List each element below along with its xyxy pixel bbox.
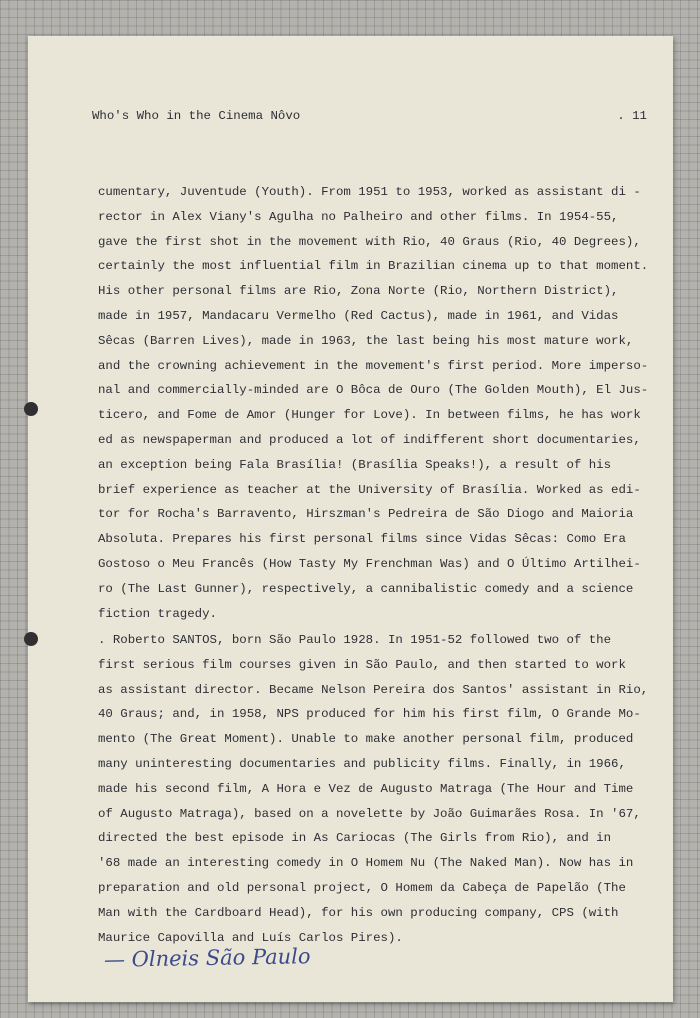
text-line: as assistant director. Became Nelson Pereira dos Santos' assistant in Rio,	[98, 682, 649, 697]
punch-hole	[24, 402, 38, 416]
text-line: preparation and old personal project, O Homem da Cabeça de Papelão (The	[98, 881, 626, 895]
text-line: rector in Alex Viany's Agulha no Palheiro and other films. In 1954-55,	[98, 209, 619, 224]
text-line: ticero, and Fome de Amor (Hunger for Love). In between films, he has work	[98, 408, 641, 423]
page-header	[92, 109, 647, 129]
text-line: tor for Rocha's Barravento, Hirszman's Pedreira de São Diogo and Maioria	[98, 507, 634, 522]
text-line: Absoluta. Prepares his first personal films since Vidas Sêcas: Como Era	[98, 532, 626, 547]
page-number: . 11	[617, 109, 647, 123]
text-line: 40 Graus; and, in 1958, NPS produced for him his first film, O Grande Mo-	[98, 707, 641, 722]
text-line: ed as newspaperman and produced a lot of indifferent short documentaries,	[98, 433, 641, 447]
text-line: first serious film courses given in São Paulo, and then started to work	[98, 657, 626, 672]
text-line: '68 made an interesting comedy in O Homem Nu (The Naked Man). Now has in	[98, 856, 634, 871]
text-line: . Roberto SANTOS, born São Paulo 1928. In 1951-52 followed two of the	[98, 633, 612, 647]
text-line: gave the first shot in the movement with Rio, 40 Graus (Rio, 40 Degrees),	[98, 234, 641, 249]
text-line: certainly the most influential film in Brazilian cinema up to that moment.	[98, 259, 649, 274]
text-line: made in 1957, Mandacaru Vermelho (Red Cactus), made in 1961, and Vidas	[98, 309, 619, 323]
text-line: fiction tragedy.	[98, 606, 217, 621]
text-line: mento (The Great Moment). Unable to make another personal film, produced	[98, 732, 634, 747]
text-line: Sêcas (Barren Lives), made in 1963, the last being his most mature work,	[98, 333, 634, 348]
text-line: brief experience as teacher at the University of Brasília. Worked as edi-	[98, 482, 641, 497]
text-line: cumentary, Juventude (Youth). From 1951 to 1953, worked as assistant di -	[98, 185, 641, 199]
handwritten-annotation: — Olneis São Paulo	[103, 944, 311, 972]
text-line: of Augusto Matraga), based on a novelette by João Guimarães Rosa. In '67,	[98, 806, 641, 821]
text-line: and the crowning achievement in the movement's first period. More imperso-	[98, 358, 649, 373]
text-line: an exception being Fala Brasília! (Brasília Speaks!), a result of his	[98, 457, 612, 472]
text-line: Man with the Cardboard Head), for his own producing company, CPS (with	[98, 905, 619, 920]
text-line: directed the best episode in As Cariocas (The Girls from Rio), and in	[98, 831, 612, 846]
text-line: Maurice Capovilla and Luís Carlos Pires).	[98, 930, 403, 945]
text-line: Gostoso o Meu Francês (How Tasty My Frenchman Was) and O Último Artilhei-	[98, 557, 641, 571]
running-title: Who's Who in the Cinema Nôvo	[92, 109, 301, 123]
punch-hole	[24, 632, 38, 646]
text-line: ro (The Last Gunner), respectively, a cannibalistic comedy and a science	[98, 581, 634, 596]
text-line: made his second film, A Hora e Vez de Augusto Matraga (The Hour and Time	[98, 781, 634, 796]
document-page	[28, 36, 673, 1002]
text-line: many uninteresting documentaries and publicity films. Finally, in 1966,	[98, 757, 626, 771]
text-line: His other personal films are Rio, Zona Norte (Rio, Northern District),	[98, 284, 619, 299]
text-line: nal and commercially-minded are O Bôca de Ouro (The Golden Mouth), El Jus-	[98, 383, 649, 398]
